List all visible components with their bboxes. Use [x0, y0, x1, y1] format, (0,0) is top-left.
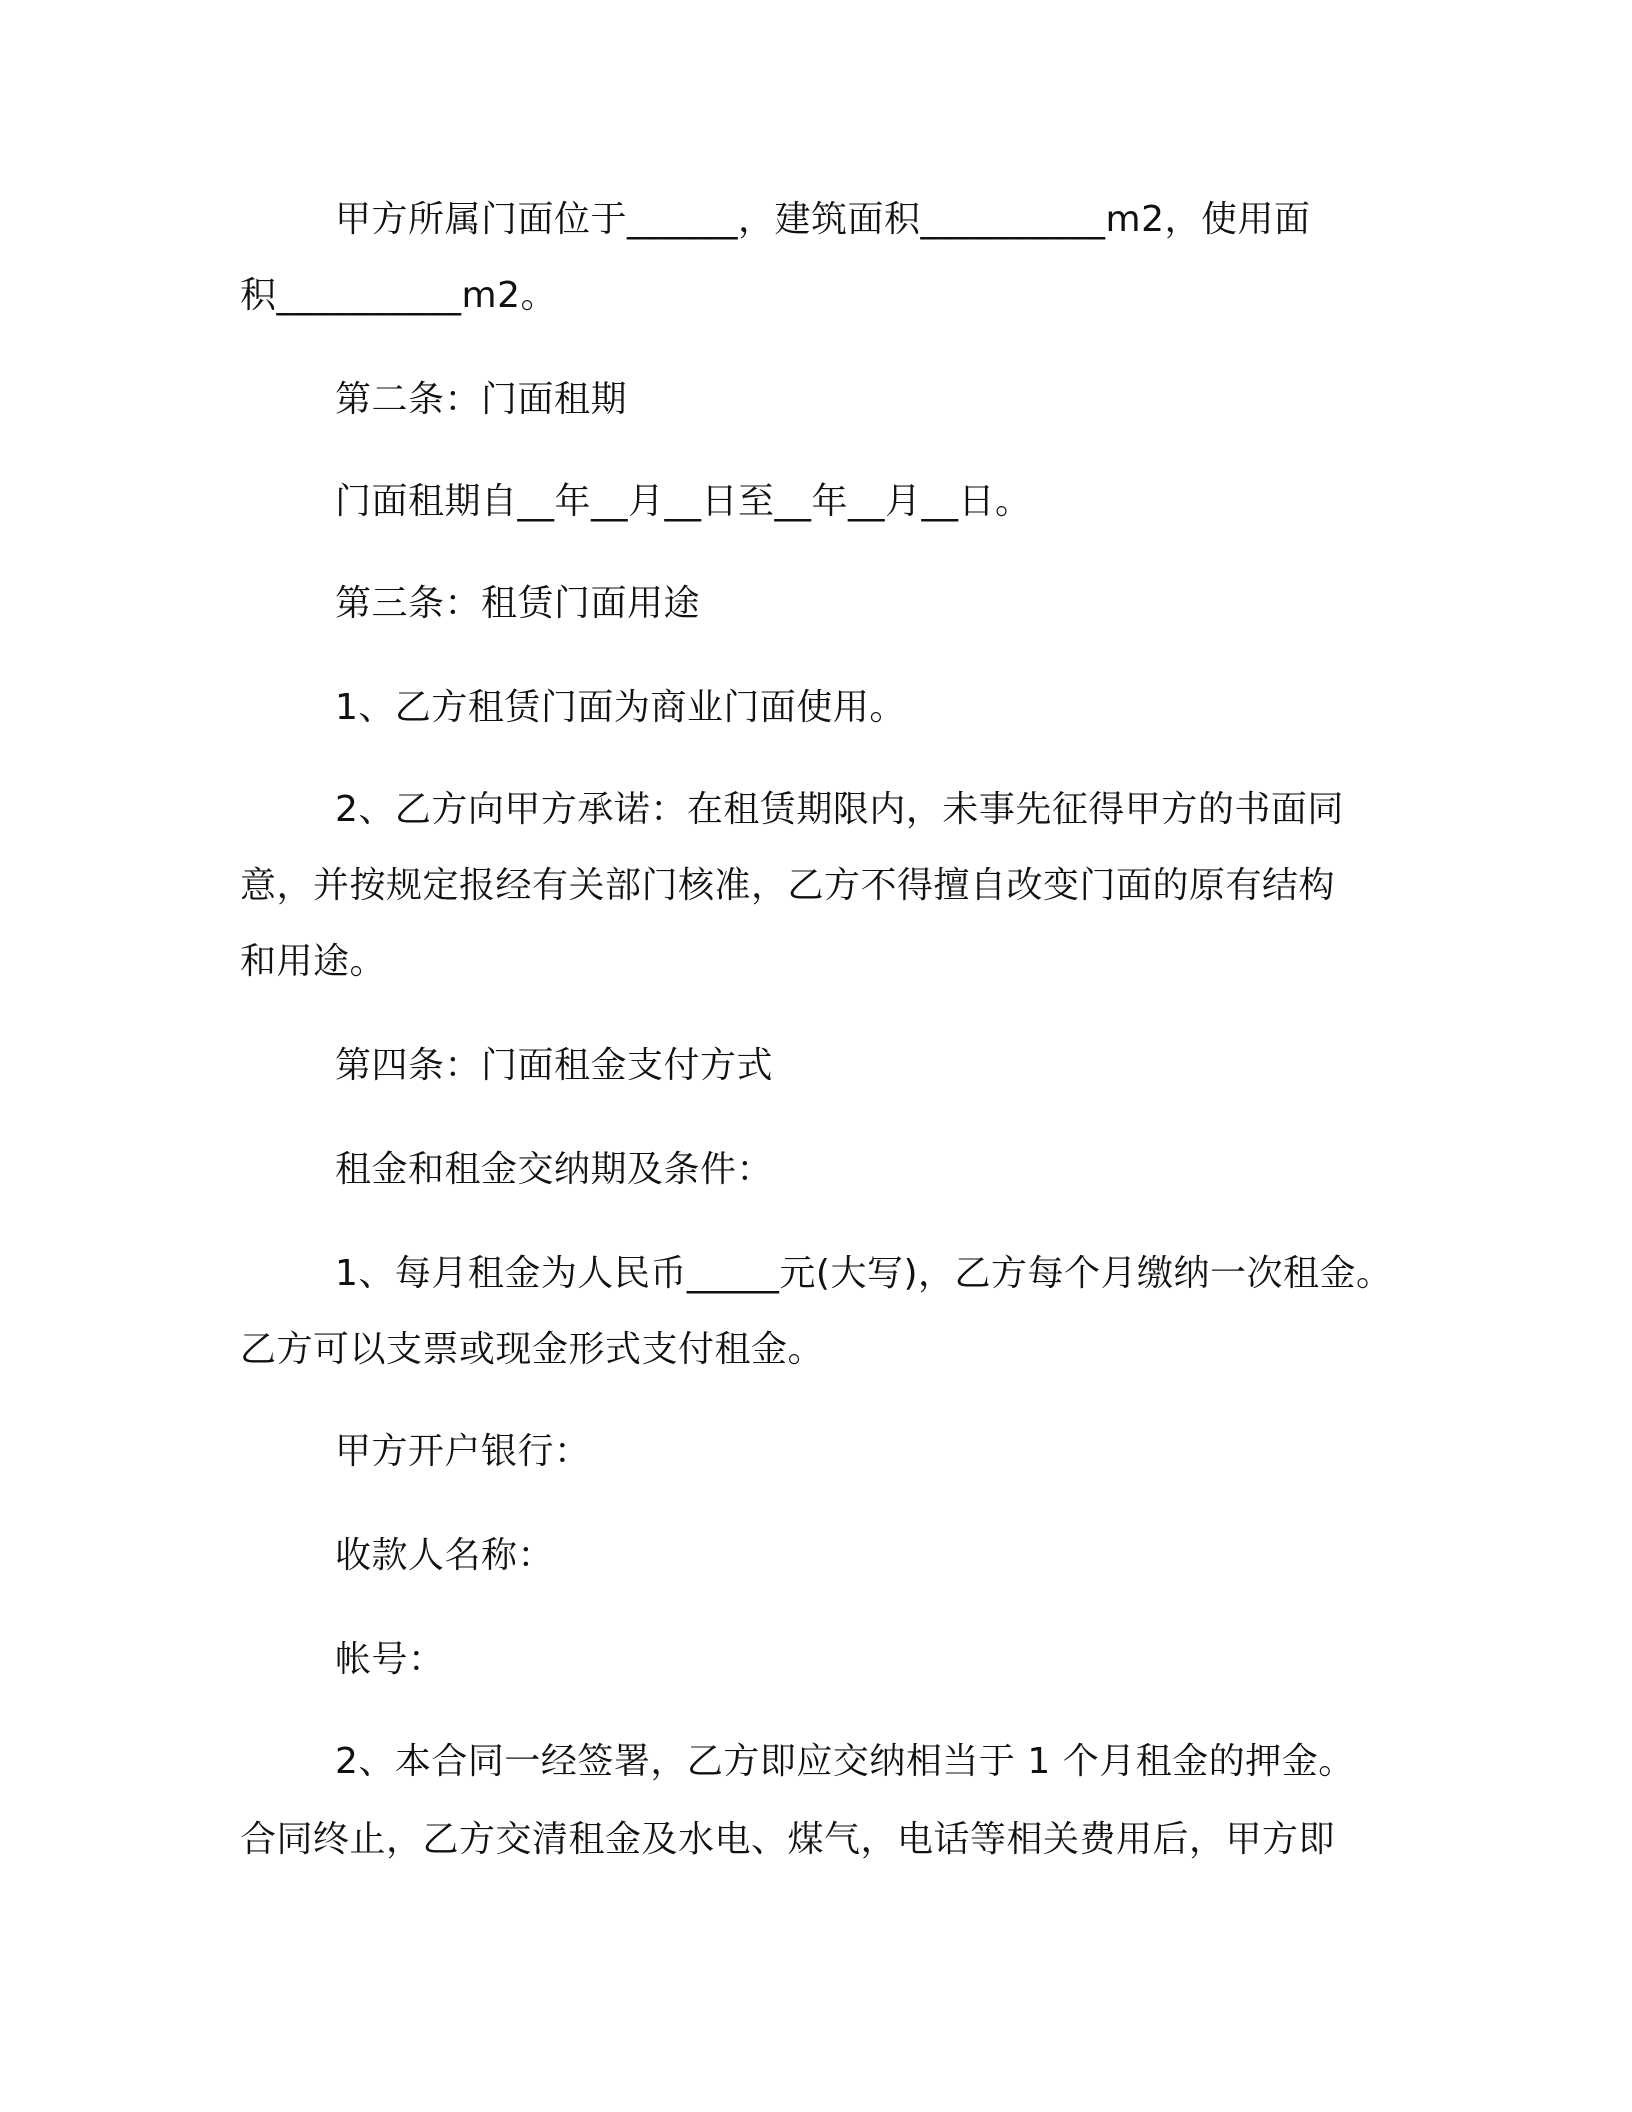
paragraph-line: 意，并按规定报经有关部门核准，乙方不得擅自改变门面的原有结构 [240, 865, 1336, 906]
paragraph-line: 合同终止，乙方交清租金及水电、煤气，电话等相关费用后，甲方即 [240, 1819, 1336, 1860]
section-heading: 第四条：门面租金支付方式 [335, 1045, 774, 1086]
paragraph-line: 1、每月租金为人民币_____元(大写)，乙方每个月缴纳一次租金。 [335, 1253, 1393, 1294]
paragraph-line: 门面租期自__年__月__日至__年__月__日。 [335, 481, 1032, 522]
paragraph-line: 收款人名称： [335, 1535, 555, 1576]
paragraph-line: 2、本合同一经签署，乙方即应交纳相当于 1 个月租金的押金。 [335, 1741, 1355, 1782]
paragraph-line: 甲方所属门面位于______，建筑面积__________m2，使用面 [335, 199, 1311, 240]
paragraph-line: 1、乙方租赁门面为商业门面使用。 [335, 687, 906, 728]
section-heading: 第二条：门面租期 [335, 379, 628, 420]
paragraph-line: 积__________m2。 [240, 275, 557, 316]
paragraph-line: 帐号： [335, 1639, 445, 1680]
paragraph-line: 租金和租金交纳期及条件： [335, 1149, 774, 1190]
paragraph-line: 乙方可以支票或现金形式支付租金。 [240, 1329, 825, 1370]
paragraph-line: 甲方开户银行： [335, 1431, 591, 1472]
paragraph-line: 2、乙方向甲方承诺：在租赁期限内，未事先征得甲方的书面同 [335, 789, 1344, 830]
section-heading: 第三条：租赁门面用途 [335, 583, 701, 624]
paragraph-line: 和用途。 [240, 941, 387, 982]
